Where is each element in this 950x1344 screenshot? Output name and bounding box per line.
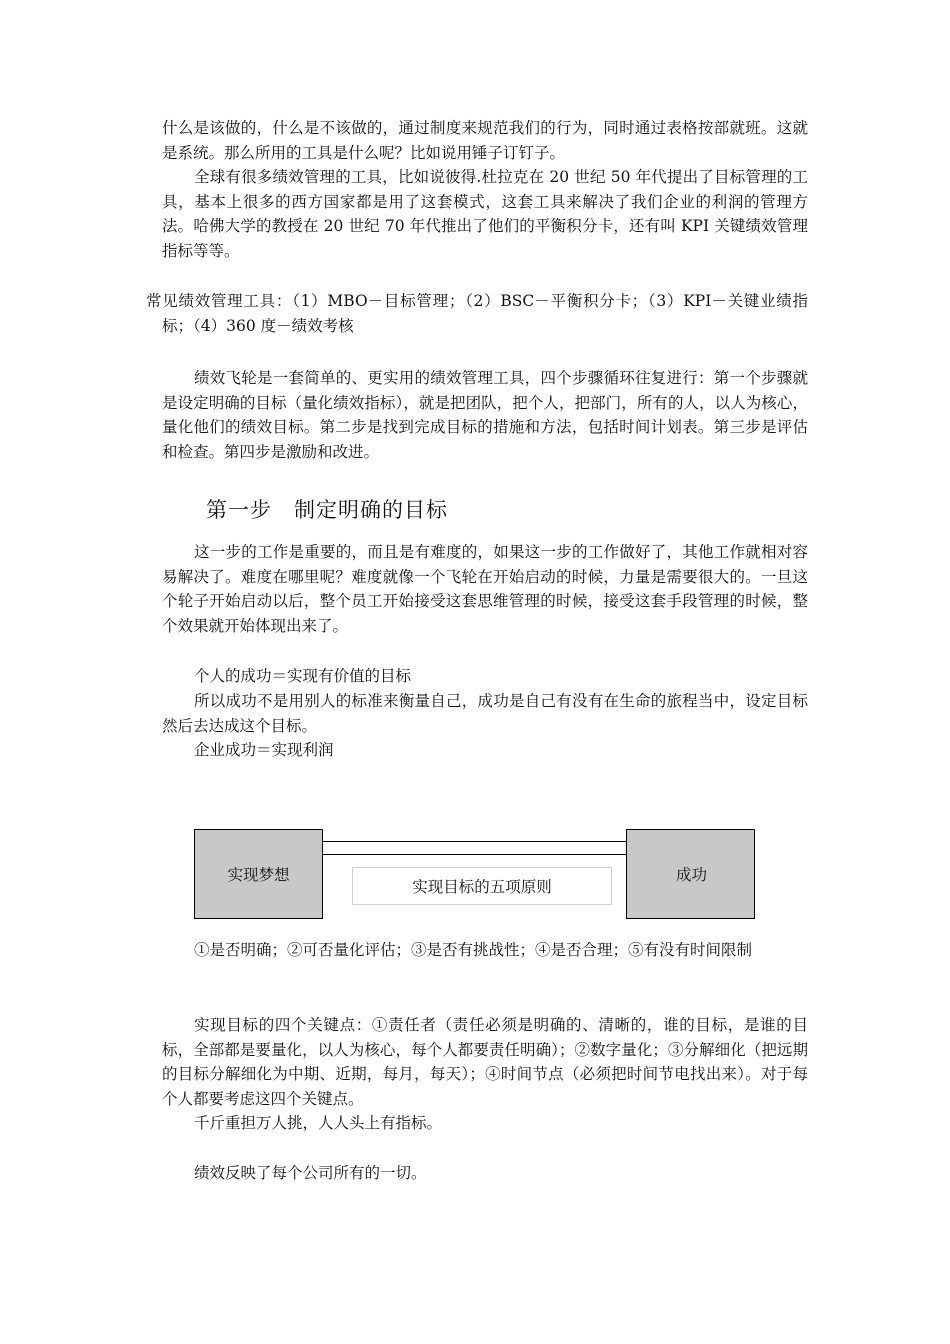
dream-box — [194, 829, 323, 919]
five-principles-label: 实现目标的五项原则 — [412, 878, 552, 896]
five-principles-diagram — [194, 829, 757, 919]
paragraph-flywheel: 绩效飞轮是一套简单的、更实用的绩效管理工具，四个步骤循环往复进行：第一个步骤就是设定明确的目标（量化绩效指标），就是把团队，把个人，把部门，所有的人，以人为核心，量化他们的绩效目标。第二步是找到完成目标的措施和方法，包括时间计划表。第三步是评估和检查。第四步是激励和改进。 — [162, 369, 808, 461]
paragraph-four-key-points: 实现目标的四个关键点：①责任者（责任必须是明确的、清晰的，谁的目标，是谁的目标，全部都是要量化，以人为核心，每个人都要责任明确）；②数字量化；③分解细化（把远期的目标分解细化为中期、近期，每月，每天）；④时间节点（必须把时间节电找出来）。对于每个人都要考虑这四个关键点。 — [162, 1016, 808, 1108]
paragraph-step-difficulty: 这一步的工作是重要的，而且是有难度的，如果这一步的工作做好了，其他工作就相对容易解决了。难度在哪里呢？难度就像一个飞轮在开始启动的时候，力量是需要很大的。一旦这个轮子开始启动以后，整个员工开始接受这套思维管理的时候，接受这套手段管理的时候，整个效果就开始体现出来了。 — [162, 543, 808, 635]
paragraph-enterprise-success: 企业成功＝实现利润 — [194, 741, 334, 759]
bridge-line-top — [323, 841, 626, 842]
paragraph-system: 什么是该做的，什么是不该做的，通过制度来规范我们的行为，同时通过表格按部就班。这就是系统。那么所用的工具是什么呢？比如说用锤子订钉子。 — [162, 119, 808, 162]
paragraph-proverb: 千斤重担万人挑，人人头上有指标。 — [194, 1114, 443, 1132]
five-principles-list: ①是否明确；②可否量化评估；③是否有挑战性；④是否合理；⑤有没有时间限制 — [194, 941, 753, 959]
paragraph-common-tools: 常见绩效管理工具：（1）MBO－目标管理；（2）BSC－平衡积分卡；（3）KPI－关键业绩指标；（4）360 度－绩效考核 — [146, 292, 808, 335]
success-box-label: 成功 — [675, 866, 707, 884]
bridge-line-bottom — [323, 854, 626, 855]
paragraph-success-definition: 所以成功不是用别人的标准来衡量自己，成功是自己有没有在生命的旅程当中，设定目标然后去达成这个目标。 — [162, 692, 808, 735]
paragraph-tools-history: 全球有很多绩效管理的工具，比如说彼得.杜拉克在 20 世纪 50 年代提出了目标管理的工具，基本上很多的西方国家都是用了这套模式，这套工具来解决了我们企业的利润的管理方法。哈佛大学的教授在 20 世纪 70 年代推出了他们的平衡积分卡，还有叫 KPI 关键绩效管理指标等等。 — [162, 168, 808, 260]
dream-box-label: 实现梦想 — [227, 866, 290, 884]
success-box — [626, 829, 755, 919]
paragraph-personal-success: 个人的成功＝实现有价值的目标 — [194, 667, 412, 685]
paragraph-performance-reflects: 绩效反映了每个公司所有的一切。 — [194, 1164, 427, 1182]
section-heading-step-one: 第一步 制定明确的目标 — [206, 498, 448, 522]
five-principles-label-box — [352, 867, 612, 905]
